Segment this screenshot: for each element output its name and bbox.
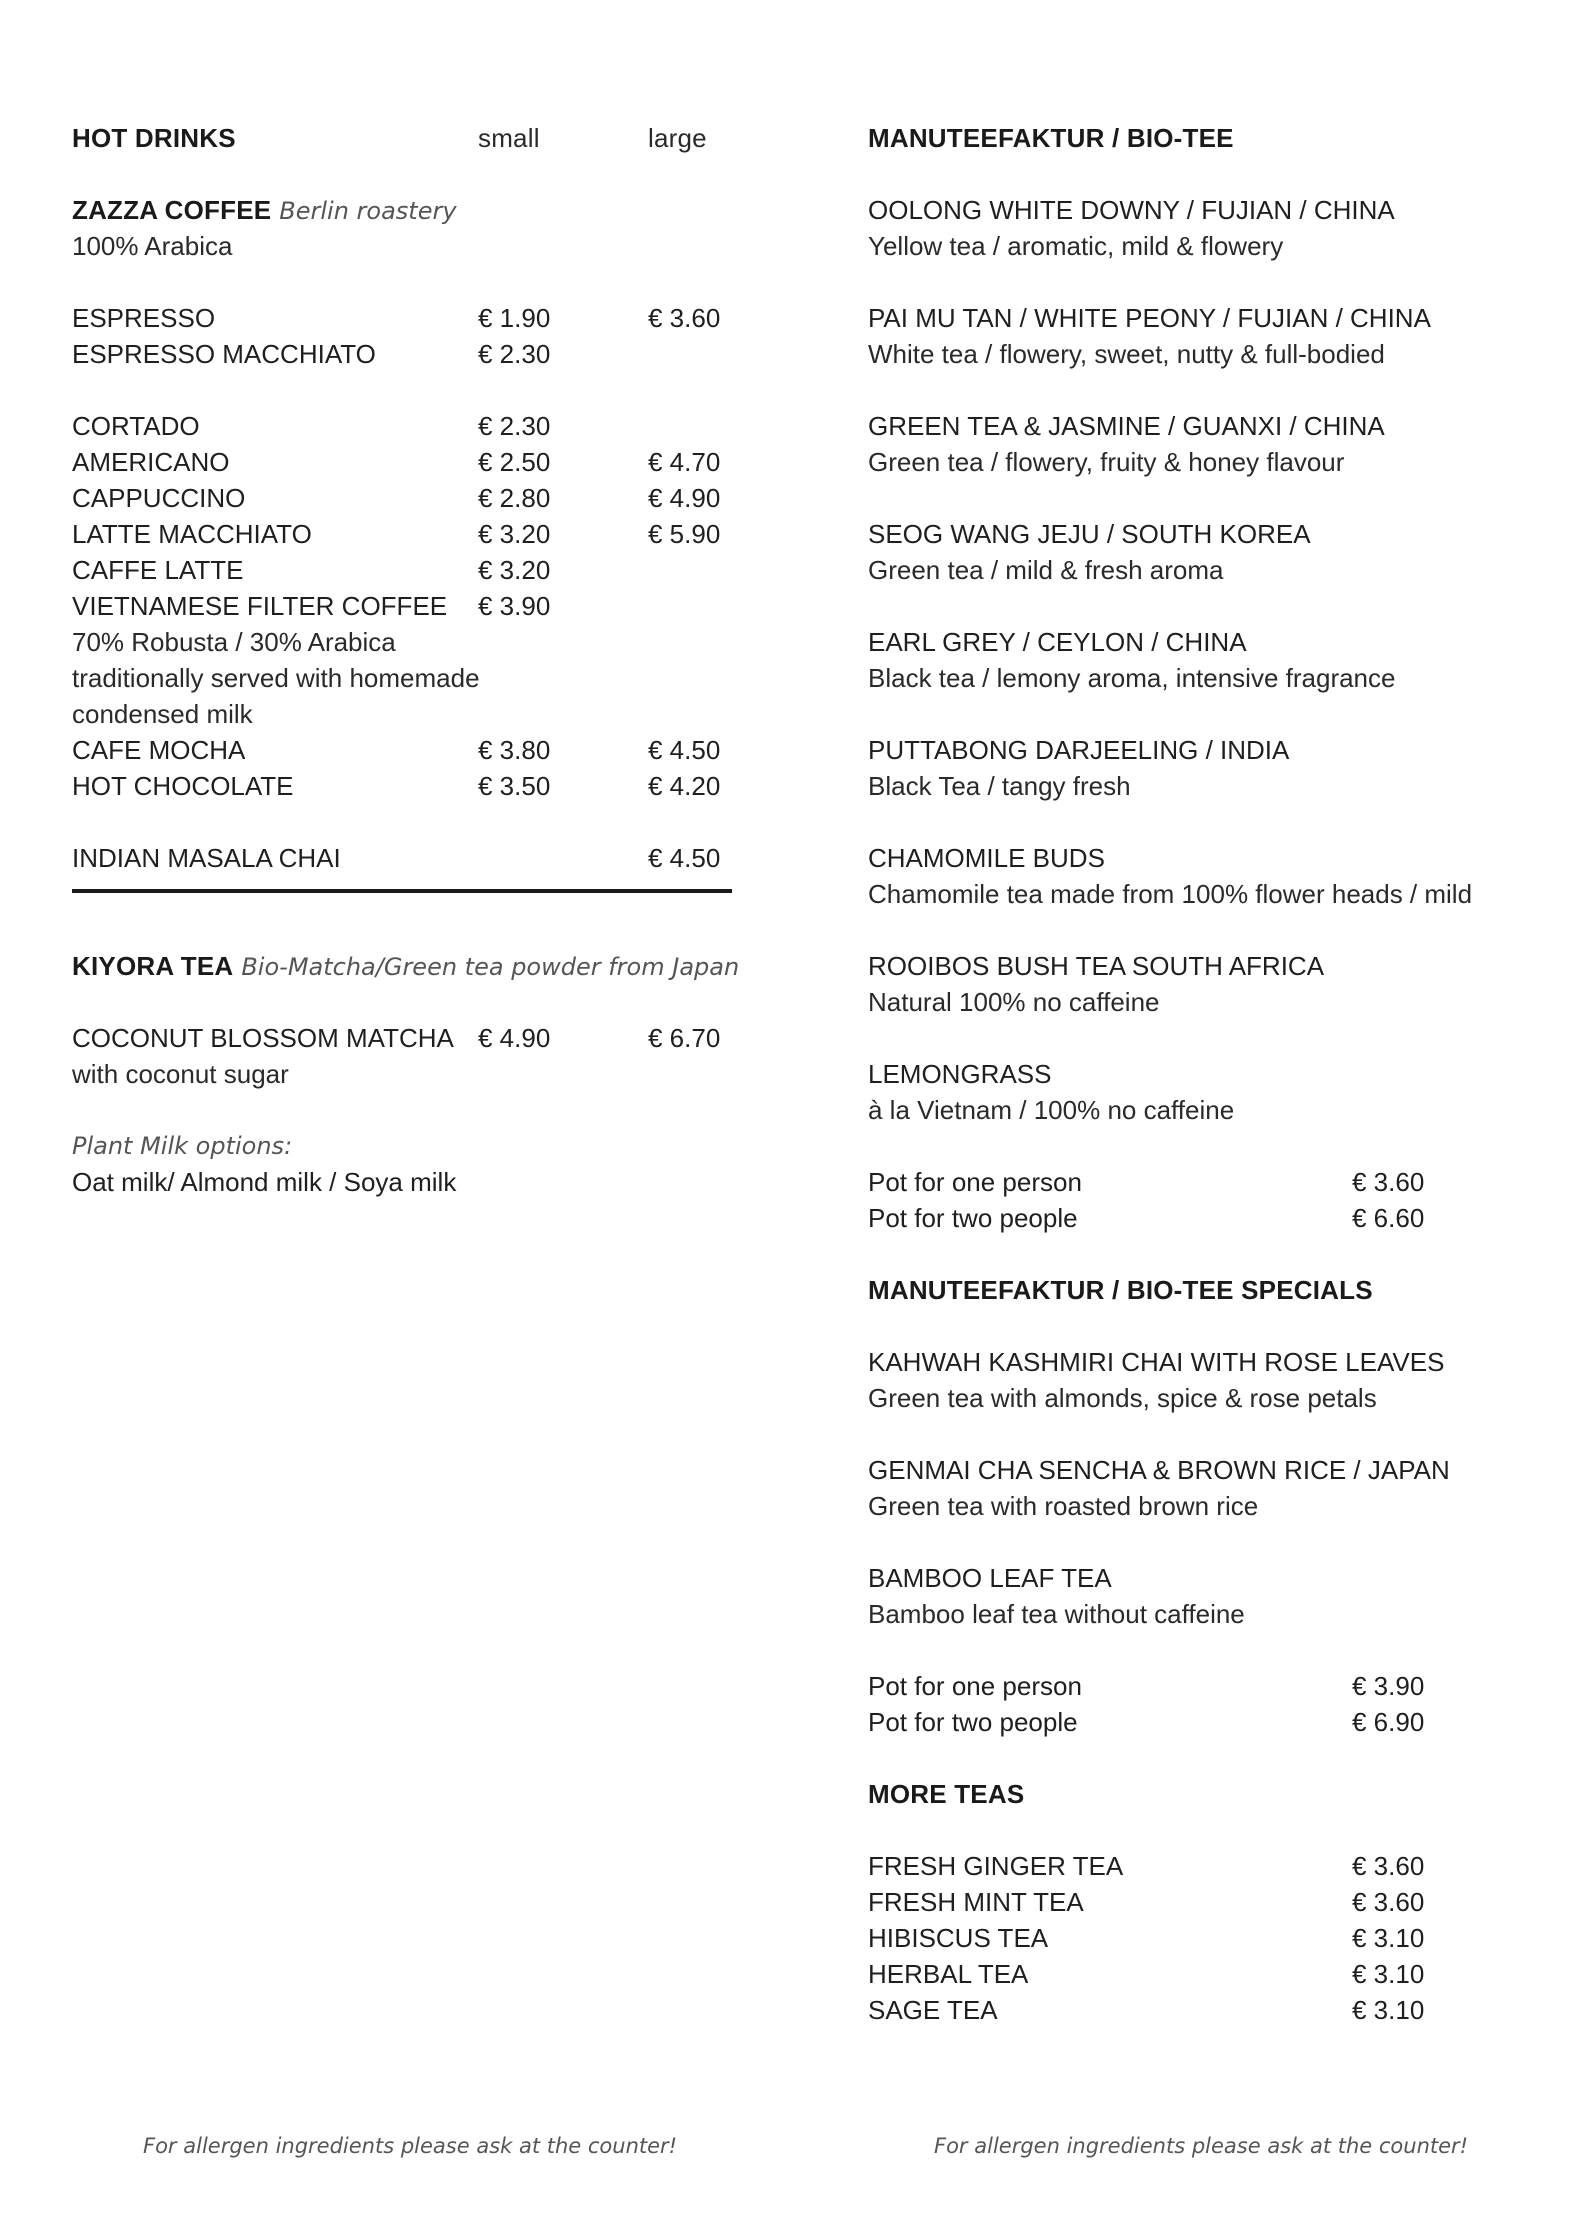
price-small: € 2.50: [478, 447, 551, 477]
price-small: € 3.20: [478, 519, 551, 549]
menu-item-cafe-mocha: [72, 732, 721, 768]
more-tea-row: [868, 1884, 1425, 1920]
menu-item-coconut-blossom-matcha: [72, 1020, 721, 1056]
tea-desc: Black tea / lemony aroma, intensive fragrance: [868, 663, 1396, 693]
special-name: KAHWAH KASHMIRI CHAI WITH ROSE LEAVES: [868, 1347, 1445, 1377]
item-price: € 3.10: [1352, 1959, 1425, 1989]
item-name: HOT CHOCOLATE: [72, 771, 294, 801]
price-small: € 1.90: [478, 303, 551, 333]
large-column-label: large: [648, 123, 707, 153]
zazza-heading: [72, 192, 457, 228]
price-large: € 4.70: [648, 447, 721, 477]
menu-item-espresso-macchiato: [72, 336, 551, 372]
pot-price: € 3.90: [1352, 1671, 1425, 1701]
pot-price-row: [868, 1164, 1425, 1200]
special-name: BAMBOO LEAF TEA: [868, 1563, 1112, 1593]
price-small: € 3.80: [478, 735, 551, 765]
item-name: COCONUT BLOSSOM MATCHA: [72, 1023, 454, 1053]
tea-desc: Black Tea / tangy fresh: [868, 771, 1131, 801]
zazza-tagline: Berlin roastery: [279, 197, 457, 225]
pot-price-row: [868, 1704, 1425, 1740]
tea-name: LEMONGRASS: [868, 1059, 1052, 1089]
tea-name: PUTTABONG DARJEELING / INDIA: [868, 735, 1290, 765]
pot-label: Pot for two people: [868, 1203, 1078, 1233]
specials-heading: MANUTEEFAKTUR / BIO-TEE SPECIALS: [868, 1275, 1373, 1305]
price-large: € 3.60: [648, 303, 721, 333]
pot-label: Pot for one person: [868, 1671, 1082, 1701]
plant-milk-label: Plant Milk options:: [72, 1132, 293, 1160]
menu-item-indian-masala-chai: [72, 840, 721, 876]
manuteefaktur-heading: MANUTEEFAKTUR / BIO-TEE: [868, 123, 1234, 153]
item-name: SAGE TEA: [868, 1995, 998, 2025]
menu-item-cortado: [72, 408, 551, 444]
tea-name: EARL GREY / CEYLON / CHINA: [868, 627, 1247, 657]
hot-drinks-title: HOT DRINKS: [72, 123, 236, 153]
price-large: € 6.70: [648, 1023, 721, 1053]
tea-desc: à la Vietnam / 100% no caffeine: [868, 1095, 1235, 1125]
vietnamese-note: condensed milk: [72, 699, 253, 729]
special-desc: Bamboo leaf tea without caffeine: [868, 1599, 1245, 1629]
item-name: HIBISCUS TEA: [868, 1923, 1049, 1953]
special-name: GENMAI CHA SENCHA & BROWN RICE / JAPAN: [868, 1455, 1450, 1485]
menu-item-cappuccino: [72, 480, 721, 516]
item-price: € 3.10: [1352, 1995, 1425, 2025]
pot-price-row: [868, 1668, 1425, 1704]
menu-item-vietnamese-filter-coffee: [72, 588, 551, 624]
menu-item-caffe-latte: [72, 552, 551, 588]
matcha-note: with coconut sugar: [72, 1059, 289, 1089]
tea-name: PAI MU TAN / WHITE PEONY / FUJIAN / CHINA: [868, 303, 1431, 333]
price-large: € 5.90: [648, 519, 721, 549]
item-name: ESPRESSO MACCHIATO: [72, 339, 376, 369]
item-name: HERBAL TEA: [868, 1959, 1029, 1989]
allergen-footer-left: For allergen ingredients please ask at the counter!: [143, 2134, 678, 2158]
item-price: € 3.60: [1352, 1851, 1425, 1881]
allergen-footer-right: For allergen ingredients please ask at the counter!: [934, 2134, 1469, 2158]
pot-label: Pot for one person: [868, 1167, 1082, 1197]
small-column-label: small: [478, 123, 540, 153]
price-small: € 4.90: [478, 1023, 551, 1053]
pot-price-row: [868, 1200, 1425, 1236]
price-small: € 2.80: [478, 483, 551, 513]
tea-desc: White tea / flowery, sweet, nutty & full-bodied: [868, 339, 1385, 369]
tea-name: CHAMOMILE BUDS: [868, 843, 1105, 873]
item-name: FRESH MINT TEA: [868, 1887, 1084, 1917]
item-name: INDIAN MASALA CHAI: [72, 843, 341, 873]
pot-price: € 6.90: [1352, 1707, 1425, 1737]
menu-item-espresso: [72, 300, 721, 336]
item-price: € 3.10: [1352, 1923, 1425, 1953]
price-large: € 4.50: [648, 735, 721, 765]
tea-desc: Green tea / mild & fresh aroma: [868, 555, 1224, 585]
item-name: CORTADO: [72, 411, 200, 441]
more-tea-row: [868, 1848, 1425, 1884]
item-name: CAPPUCCINO: [72, 483, 246, 513]
item-name: AMERICANO: [72, 447, 230, 477]
item-name: ESPRESSO: [72, 303, 216, 333]
item-price: € 3.60: [1352, 1887, 1425, 1917]
price-large: € 4.90: [648, 483, 721, 513]
menu-item-latte-macchiato: [72, 516, 721, 552]
price-small: € 2.30: [478, 411, 551, 441]
tea-desc: Green tea / flowery, fruity & honey flavour: [868, 447, 1345, 477]
kiyora-heading: [72, 948, 739, 984]
more-teas-heading: MORE TEAS: [868, 1779, 1025, 1809]
menu-item-americano: [72, 444, 721, 480]
section-divider: [72, 889, 732, 893]
vietnamese-note: traditionally served with homemade: [72, 663, 480, 693]
item-name: VIETNAMESE FILTER COFFEE: [72, 591, 448, 621]
tea-name: ROOIBOS BUSH TEA SOUTH AFRICA: [868, 951, 1325, 981]
item-name: LATTE MACCHIATO: [72, 519, 312, 549]
pot-price: € 3.60: [1352, 1167, 1425, 1197]
kiyora-tagline: Bio-Matcha/Green tea powder from Japan: [241, 953, 740, 981]
pot-label: Pot for two people: [868, 1707, 1078, 1737]
tea-desc: Yellow tea / aromatic, mild & flowery: [868, 231, 1284, 261]
kiyora-brand: KIYORA TEA: [72, 951, 234, 981]
more-tea-row: [868, 1992, 1425, 2028]
more-tea-row: [868, 1956, 1425, 1992]
plant-milk-options: Oat milk/ Almond milk / Soya milk: [72, 1167, 457, 1197]
tea-desc: Chamomile tea made from 100% flower heads / mild: [868, 879, 1473, 909]
hot-drinks-heading: [72, 120, 707, 156]
special-desc: Green tea with almonds, spice & rose petals: [868, 1383, 1377, 1413]
item-name: CAFE MOCHA: [72, 735, 246, 765]
vietnamese-note: 70% Robusta / 30% Arabica: [72, 627, 396, 657]
tea-name: SEOG WANG JEJU / SOUTH KOREA: [868, 519, 1311, 549]
price-small: € 3.50: [478, 771, 551, 801]
special-desc: Green tea with roasted brown rice: [868, 1491, 1259, 1521]
price-large: € 4.20: [648, 771, 721, 801]
price-large: € 4.50: [648, 843, 721, 873]
zazza-brand: ZAZZA COFFEE: [72, 195, 272, 225]
tea-name: GREEN TEA & JASMINE / GUANXI / CHINA: [868, 411, 1385, 441]
menu-item-hot-chocolate: [72, 768, 721, 804]
price-small: € 3.90: [478, 591, 551, 621]
price-small: € 2.30: [478, 339, 551, 369]
item-name: CAFFE LATTE: [72, 555, 244, 585]
more-tea-row: [868, 1920, 1425, 1956]
tea-desc: Natural 100% no caffeine: [868, 987, 1160, 1017]
tea-name: OOLONG WHITE DOWNY / FUJIAN / CHINA: [868, 195, 1395, 225]
pot-price: € 6.60: [1352, 1203, 1425, 1233]
zazza-blend: 100% Arabica: [72, 231, 233, 261]
price-small: € 3.20: [478, 555, 551, 585]
item-name: FRESH GINGER TEA: [868, 1851, 1124, 1881]
